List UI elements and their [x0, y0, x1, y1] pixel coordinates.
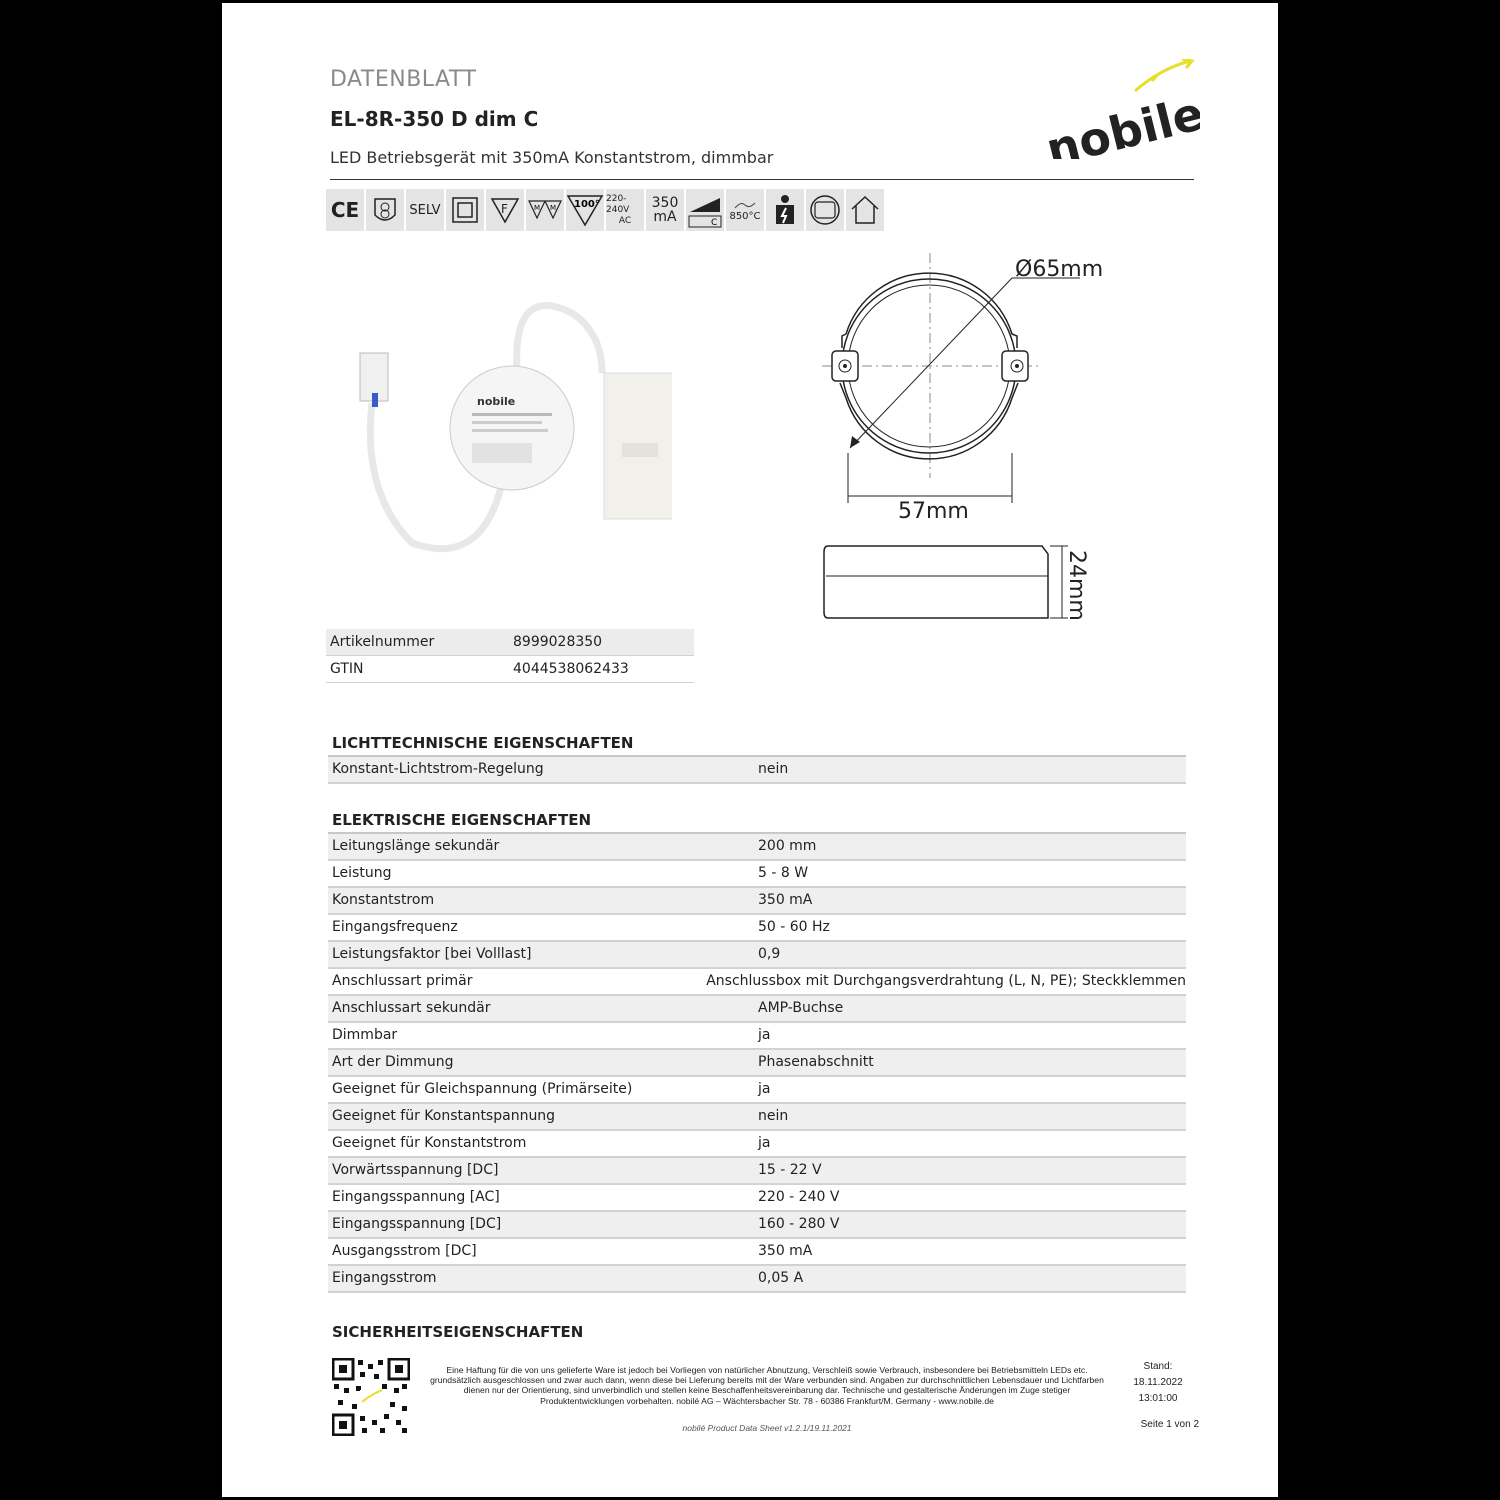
- property-label: Konstant-Lichtstrom-Regelung: [332, 761, 544, 777]
- table-row: [328, 1131, 1186, 1158]
- property-label: Geeignet für Konstantspannung: [332, 1108, 556, 1124]
- table-row: [328, 834, 1186, 861]
- table-row: [328, 757, 1186, 784]
- svg-text:100°: 100°: [574, 199, 600, 210]
- stand-date: 18.11.2022: [1133, 1377, 1183, 1388]
- dimension-drawing: [812, 248, 1132, 628]
- table-row: [328, 969, 1186, 996]
- stand-time: 13:01:00: [1138, 1393, 1178, 1404]
- table-row: [328, 1266, 1186, 1293]
- section-lichttechnisch: [328, 731, 1186, 784]
- svg-text:M: M: [550, 204, 557, 212]
- f-mark-icon: [486, 189, 524, 231]
- table-row: [328, 1185, 1186, 1212]
- table-row: [328, 1023, 1186, 1050]
- product-photo: [352, 293, 672, 583]
- table-row: [328, 1239, 1186, 1266]
- property-value: 350 mA: [758, 892, 813, 908]
- section-title: SICHERHEITSEIGENSCHAFTEN: [332, 1323, 584, 1341]
- qr-code: [332, 1358, 410, 1436]
- svg-text:Ø65mm: Ø65mm: [1015, 257, 1104, 282]
- voltage-range-label: 220-240V: [606, 193, 630, 215]
- property-label: Eingangsspannung [AC]: [332, 1189, 500, 1205]
- svg-text:C: C: [711, 218, 718, 228]
- table-row: [328, 915, 1186, 942]
- table-row: [328, 888, 1186, 915]
- property-value: 15 - 22 V: [758, 1162, 822, 1178]
- table-row: [328, 996, 1186, 1023]
- datasheet-page: [222, 3, 1278, 1497]
- mm-mark-icon: [526, 189, 564, 231]
- property-label: Anschlussart sekundär: [332, 1000, 491, 1016]
- section-sicherheit: [328, 1320, 1186, 1344]
- property-value: ja: [758, 1135, 771, 1151]
- property-value: nein: [758, 761, 789, 777]
- table-row: [328, 1050, 1186, 1077]
- property-label: Geeignet für Konstantstrom: [332, 1135, 527, 1151]
- dimmable-c-icon: [686, 189, 724, 231]
- property-value: 220 - 240 V: [758, 1189, 840, 1205]
- svg-text:nobile: nobile: [477, 395, 516, 408]
- property-label: Vorwärtsspannung [DC]: [332, 1162, 499, 1178]
- ce-mark-icon: CE: [326, 189, 364, 231]
- identifier-table: [326, 629, 694, 683]
- property-label: Anschlussart primär: [332, 973, 473, 989]
- stand-block: [1122, 1359, 1194, 1407]
- table-row: [328, 1104, 1186, 1131]
- glow-wire-icon: [726, 189, 764, 231]
- svg-text:24mm: 24mm: [1064, 550, 1089, 621]
- property-value: ja: [758, 1027, 771, 1043]
- property-value: 5 - 8 W: [758, 865, 809, 881]
- property-value: 50 - 60 Hz: [758, 919, 830, 935]
- current-value-label: 350: [651, 195, 679, 211]
- document-type: DATENBLATT: [330, 67, 477, 92]
- property-value: Phasenabschnitt: [758, 1054, 874, 1070]
- table-row: [326, 629, 694, 656]
- property-label: Eingangsstrom: [332, 1270, 437, 1286]
- stand-label: Stand:: [1143, 1361, 1173, 1372]
- safety-transformer-icon: [366, 189, 404, 231]
- property-value: nein: [758, 1108, 789, 1124]
- property-label: Eingangsfrequenz: [332, 919, 458, 935]
- property-label: Dimmbar: [332, 1027, 398, 1043]
- section-elektrisch: [328, 808, 1186, 1293]
- property-value: ja: [758, 1081, 771, 1097]
- svg-text:57mm: 57mm: [898, 499, 969, 524]
- table-row: [328, 1158, 1186, 1185]
- property-list: [328, 757, 1186, 784]
- certification-icons: [326, 189, 888, 231]
- header-divider: [330, 179, 1194, 180]
- property-label: Art der Dimmung: [332, 1054, 454, 1070]
- property-value: 160 - 280 V: [758, 1216, 840, 1232]
- nobile-logo: [1040, 59, 1200, 159]
- table-row: [328, 1212, 1186, 1239]
- selv-icon: SELV: [406, 189, 444, 231]
- product-name: EL-8R-350 D dim C: [330, 107, 539, 131]
- current-unit-label: mA: [653, 209, 677, 225]
- luminaire-mount-icon: [806, 189, 844, 231]
- property-label: Konstantstrom: [332, 892, 435, 908]
- property-value: Anschlussbox mit Durchgangsverdrahtung (L, N, PE); Steckklemmen: [706, 973, 1186, 989]
- hundred-percent-icon: [566, 189, 604, 231]
- property-value: 200 mm: [758, 838, 817, 854]
- table-row: [328, 861, 1186, 888]
- class-ii-icon: [446, 189, 484, 231]
- glow-wire-label: 850°C: [729, 210, 761, 222]
- article-number-value: 8999028350: [513, 634, 603, 650]
- svg-text:F: F: [501, 202, 508, 216]
- property-label: Eingangsspannung [DC]: [332, 1216, 502, 1232]
- property-value: 350 mA: [758, 1243, 813, 1259]
- page-number: Seite 1 von 2: [1140, 1419, 1199, 1430]
- electrician-icon: [766, 189, 804, 231]
- input-voltage-icon: [606, 189, 644, 231]
- property-label: Leistung: [332, 865, 392, 881]
- voltage-type-label: AC: [618, 215, 632, 226]
- section-title: LICHTTECHNISCHE EIGENSCHAFTEN: [328, 731, 1186, 757]
- property-list: [328, 834, 1186, 1293]
- property-label: Geeignet für Gleichspannung (Primärseite): [332, 1081, 633, 1097]
- svg-text:nobile: nobile: [1040, 85, 1200, 159]
- gtin-label: GTIN: [330, 661, 364, 677]
- sheet-version: nobilé Product Data Sheet v1.2.1/19.11.2021: [682, 1423, 852, 1433]
- article-number-label: Artikelnummer: [330, 634, 435, 650]
- product-description: LED Betriebsgerät mit 350mA Konstantstrom, dimmbar: [330, 148, 774, 167]
- output-current-icon: [646, 189, 684, 231]
- table-row: [326, 656, 694, 683]
- property-label: Leistungsfaktor [bei Volllast]: [332, 946, 532, 962]
- property-label: Ausgangsstrom [DC]: [332, 1243, 477, 1259]
- legal-disclaimer: Eine Haftung für die von uns gelieferte Ware ist jedoch bei Vorliegen von natürlicher Abnutzung, Verschleiß sowie Verbrauch, insbesondere bei Betriebsmitteln LEDs etc. grundsätzlich ausgeschlossen und zwar auch dann, wenn diese bei Lieferung bereits mit der Ware verbunden sind. Angaben zur durchschnittlichen Lebensdauer und Lichtfarben dienen nur der Orientierung, sind unverbindlich und stellen keine Beschaffenheitsvereinbarung dar. Technische und gestalterische Änderungen im Zuge stetiger Produktentwicklungen vorbehalten. nobilé AG – Wächtersbacher Str. 78 - 60386 Frankfurt/M. Germany - www.nobile.de: [430, 1365, 1104, 1406]
- property-value: 0,9: [758, 946, 781, 962]
- property-label: Leitungslänge sekundär: [332, 838, 500, 854]
- gtin-value: 4044538062433: [513, 661, 629, 677]
- property-value: AMP-Buchse: [758, 1000, 844, 1016]
- indoor-use-icon: [846, 189, 884, 231]
- svg-text:M: M: [534, 204, 541, 212]
- section-title: ELEKTRISCHE EIGENSCHAFTEN: [328, 808, 1186, 834]
- table-row: [328, 942, 1186, 969]
- property-value: 0,05 A: [758, 1270, 804, 1286]
- table-row: [328, 1077, 1186, 1104]
